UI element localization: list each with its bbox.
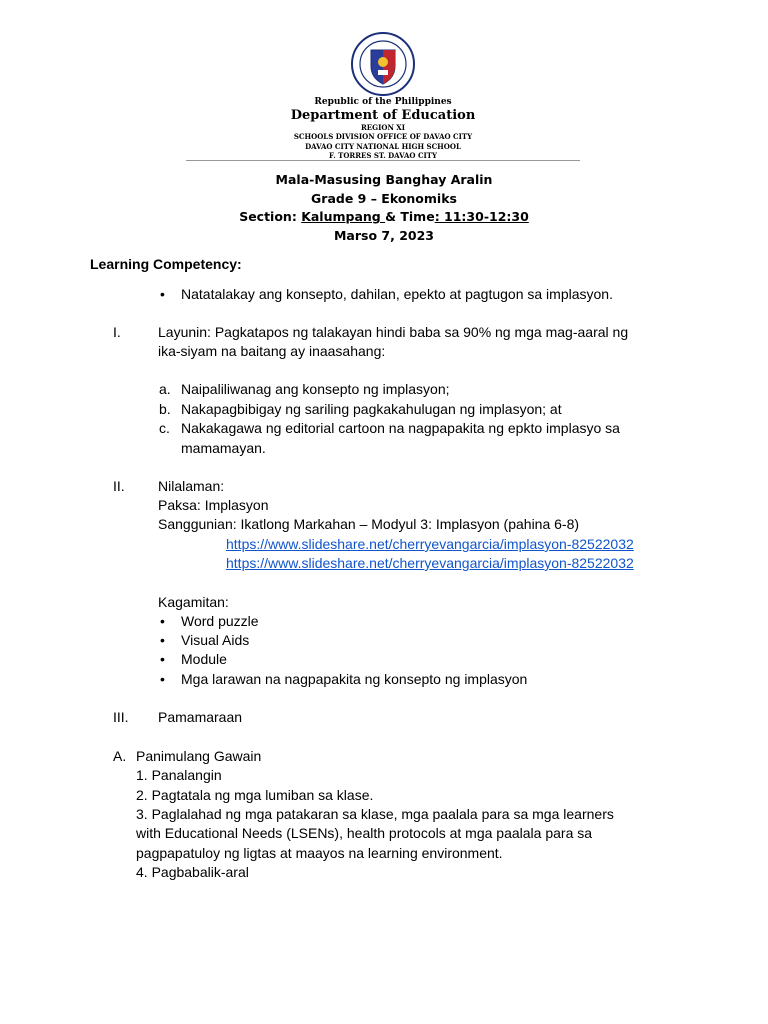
gawain-item-3-line-2: with Educational Needs (LSENs), health protocols at mga paalala para sa: [136, 825, 593, 841]
letterhead: [186, 32, 580, 160]
paksa-line: Paksa: Implasyon: [158, 497, 269, 513]
sanggunian-line: Sanggunian: Ikatlong Markahan – Modyul 3: Implasyon (pahina 6-8): [158, 516, 580, 532]
lesson-date: Marso 7, 2023: [333, 227, 434, 243]
bullet-icon: •: [160, 671, 165, 687]
section-a-marker: A.: [113, 748, 127, 764]
reference-link-2[interactable]: https://www.slideshare.net/cherryevangarcia/implasyon-82522032: [226, 555, 634, 571]
reference-link-1[interactable]: https://www.slideshare.net/cherryevangarcia/implasyon-82522032: [226, 536, 634, 552]
region-line: REGION XI: [360, 123, 406, 133]
objective-marker-a: a.: [159, 381, 171, 397]
material-item: Visual Aids: [181, 632, 250, 648]
deped-seal-icon: [351, 32, 415, 96]
section-iii-numeral: III.: [113, 709, 129, 725]
objective-marker-b: b.: [159, 401, 171, 417]
material-item: Word puzzle: [181, 613, 259, 629]
section-ii-numeral: II.: [113, 478, 125, 494]
division-line: SCHOOLS DIVISION OFFICE OF DAVAO CITY: [293, 132, 473, 142]
grade-subject: Grade 9 – Ekonomiks: [311, 190, 457, 206]
nilalaman-heading: Nilalaman:: [158, 478, 225, 494]
lesson-title: Mala-Masusing Banghay Aralin: [275, 172, 493, 187]
header-divider: [186, 160, 580, 161]
competency-heading: Learning Competency:: [90, 256, 242, 272]
kagamitan-heading: Kagamitan:: [158, 594, 229, 610]
gawain-item-3-line-3: pagpapatuloy ng ligtas at maayos na learning environment.: [136, 845, 503, 861]
lesson-title-block: [0, 171, 768, 245]
republic-line: Republic of the Philippines: [314, 97, 452, 107]
layunin-line-2: ika-siyam na baitang ay inaasahang:: [158, 343, 386, 359]
competency-item: Natatalakay ang konsepto, dahilan, epekto at pagtugon sa implasyon.: [181, 286, 613, 302]
objective-c-continued: mamamayan.: [181, 440, 266, 456]
gawain-item-2: 2. Pagtatala ng mga lumiban sa klase.: [136, 787, 374, 803]
department-name: Department of Education: [290, 108, 476, 124]
gawain-item-3-line-1: 3. Paglalahad ng mga patakaran sa klase, mga paalala para sa mga learners: [136, 806, 614, 822]
time-value: : 11:30-12:30: [434, 209, 529, 224]
bullet-icon: •: [160, 286, 165, 302]
layunin-line-1: Layunin: Pagkatapos ng talakayan hindi baba sa 90% ng mga mag-aaral ng: [158, 324, 629, 340]
panimulang-gawain-heading: Panimulang Gawain: [136, 748, 262, 764]
section-i-numeral: I.: [113, 324, 121, 340]
pamamaraan-heading: Pamamaraan: [158, 709, 243, 725]
objective-a: Naipaliliwanag ang konsepto ng implasyon;: [181, 381, 450, 397]
material-item: Module: [181, 651, 227, 667]
objective-b: Nakapagbibigay ng sariling pagkakahulugan ng implasyon; at: [181, 401, 562, 417]
gawain-item-1: 1. Panalangin: [136, 767, 222, 783]
objective-marker-c: c.: [159, 420, 170, 436]
school-line: DAVAO CITY NATIONAL HIGH SCHOOL: [305, 141, 461, 151]
objective-c: Nakakagawa ng editorial cartoon na nagpapakita ng epkto implasyo sa: [181, 420, 620, 436]
section-value: Kalumpang: [301, 209, 386, 224]
material-item: Mga larawan na nagpapakita ng konsepto ng implasyon: [181, 671, 528, 687]
bullet-icon: •: [160, 613, 165, 629]
gawain-item-4: 4. Pagbabalik-aral: [136, 864, 249, 880]
address-line: F. TORRES ST. DAVAO CITY: [328, 150, 438, 160]
bullet-icon: •: [160, 651, 165, 667]
bullet-icon: •: [160, 632, 165, 648]
section-time-line: Section: Kalumpang & Time: 11:30-12:30: [239, 209, 529, 224]
